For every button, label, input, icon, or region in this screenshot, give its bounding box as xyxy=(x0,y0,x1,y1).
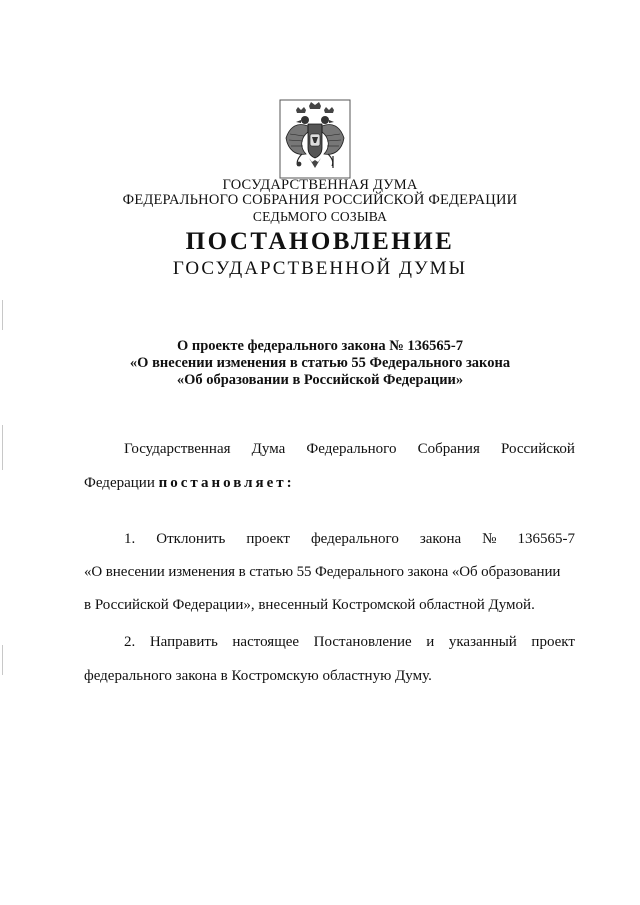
word: закона xyxy=(419,531,462,547)
word: 136565-7 xyxy=(517,531,575,547)
word: и xyxy=(426,634,435,650)
preamble-line-1 xyxy=(124,441,575,458)
word: Дума xyxy=(251,441,286,457)
document-type-title: ПОСТАНОВЛЕНИЕ xyxy=(185,228,455,255)
subject-line-2: «О внесении изменения в статью 55 Федерального закона xyxy=(129,355,511,371)
org-line-duma: ГОСУДАРСТВЕННАЯ ДУМА xyxy=(222,177,418,193)
document-issuer: ГОСУДАРСТВЕННОЙ ДУМЫ xyxy=(172,258,468,279)
item-1-line-1 xyxy=(124,531,575,548)
word: проект xyxy=(531,634,575,650)
item-2-line-1 xyxy=(124,634,575,651)
org-line-convocation: СЕДЬМОГО СОЗЫВА xyxy=(252,209,388,224)
item-1-line-2: «О внесении изменения в статью 55 Федерального закона «Об образовании xyxy=(84,564,561,580)
word: 1. xyxy=(124,531,136,547)
word: Направить xyxy=(149,634,218,650)
subject-line-3: «Об образовании в Российской Федерации» xyxy=(176,372,464,388)
preamble-line-2 xyxy=(84,475,295,492)
word: Российской xyxy=(501,441,575,457)
org-line-federal-assembly: ФЕДЕРАЛЬНОГО СОБРАНИЯ РОССИЙСКОЙ ФЕДЕРАЦИИ xyxy=(122,192,518,208)
resolves-word: постановляет: xyxy=(158,475,295,491)
word: Отклонить xyxy=(156,531,226,547)
scan-margin-mark xyxy=(2,645,3,675)
scan-margin-mark xyxy=(2,300,3,330)
word: 2. xyxy=(124,634,136,650)
preamble-word: Федерации xyxy=(84,475,155,491)
word: Федерального xyxy=(306,441,397,457)
word: федерального xyxy=(310,531,399,547)
word: Постановление xyxy=(313,634,412,650)
word: № xyxy=(482,531,497,547)
word: проект xyxy=(246,531,290,547)
word: настоящее xyxy=(232,634,300,650)
scan-margin-mark xyxy=(2,425,3,470)
word: Государственная xyxy=(124,441,231,457)
subject-line-1: О проекте федерального закона № 136565-7 xyxy=(176,338,464,354)
russian-coat-of-arms-icon xyxy=(278,98,352,180)
item-2-line-2: федерального закона в Костромскую областную Думу. xyxy=(84,668,432,684)
item-1-line-3: в Российской Федерации», внесенный Костромской областной Думой. xyxy=(84,597,535,613)
word: Собрания xyxy=(417,441,480,457)
word: указанный xyxy=(448,634,517,650)
